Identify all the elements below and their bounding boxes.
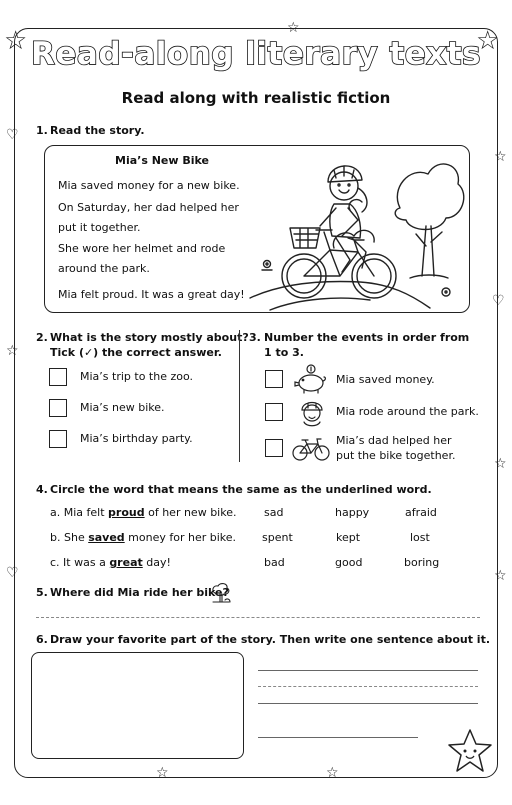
q2-prompt-line: What is the story mostly about?: [50, 331, 249, 344]
q3-prompt-line: Number the events in order from: [264, 331, 470, 344]
star-icon: ☆: [326, 765, 339, 781]
star-icon: ☆: [4, 26, 28, 56]
story-line: around the park.: [58, 262, 150, 275]
story-line: She wore her helmet and rode: [58, 242, 226, 255]
q2-option-label: Mia’s new bike.: [80, 401, 165, 414]
q3-order-box[interactable]: [265, 439, 283, 457]
heart-icon: ♡: [6, 127, 19, 143]
heart-icon: ♡: [6, 565, 19, 581]
star-icon: ☆: [476, 26, 500, 56]
writing-line[interactable]: [258, 686, 478, 687]
q4-sentence-text: day!: [142, 556, 171, 569]
q2-prompt-line: Tick (✓) the correct answer.: [50, 346, 222, 359]
q4-choice[interactable]: good: [335, 556, 363, 569]
q4-sentence: [50, 531, 236, 545]
answer-line[interactable]: [36, 617, 480, 618]
piggy-bank-icon: [294, 364, 328, 394]
q2-option-checkbox[interactable]: [49, 399, 67, 417]
smiling-star-icon: [446, 728, 494, 774]
q4-choice[interactable]: boring: [404, 556, 440, 569]
star-icon: ☆: [494, 149, 507, 165]
q4-sentence: [50, 556, 171, 570]
q4-sentence-text: It was a: [63, 556, 110, 569]
star-icon: ☆: [6, 343, 19, 359]
q4-sentence-text: Mia felt: [63, 506, 109, 519]
story-line: Mia saved money for a new bike.: [58, 179, 240, 192]
q1-prompt: Read the story.: [50, 124, 145, 137]
star-icon: ☆: [494, 456, 507, 472]
q4-choice[interactable]: lost: [410, 531, 430, 544]
story-title: Mia’s New Bike: [115, 154, 209, 167]
girl-riding-bike-illustration: [250, 148, 468, 310]
q3-event-label: Mia saved money.: [336, 373, 435, 386]
q4-choice[interactable]: spent: [262, 531, 293, 544]
q3-number: 3.: [249, 331, 261, 344]
q4-choice[interactable]: sad: [264, 506, 284, 519]
q4-prompt: Circle the word that means the same as the underlined word.: [50, 483, 432, 496]
q2-option-checkbox[interactable]: [49, 368, 67, 386]
column-divider: [239, 330, 240, 462]
story-line: On Saturday, her dad helped her: [58, 201, 239, 214]
q6-prompt: Draw your favorite part of the story. Then write one sentence about it.: [50, 633, 490, 646]
q2-number: 2.: [36, 331, 48, 344]
q4-sentence: [50, 506, 236, 520]
q3-order-box[interactable]: [265, 403, 283, 421]
q4-choice[interactable]: bad: [264, 556, 285, 569]
q4-choice[interactable]: happy: [335, 506, 370, 519]
q6-number: 6.: [36, 633, 48, 646]
q4-choice[interactable]: kept: [336, 531, 361, 544]
bicycle-icon: [292, 436, 330, 462]
q4-number: 4.: [36, 483, 48, 496]
page-subtitle: Read along with realistic fiction: [121, 89, 391, 107]
q4-row-letter: a.: [50, 506, 61, 519]
q1-number: 1.: [36, 124, 48, 137]
girl-helmet-icon: [298, 398, 326, 428]
underlined-word: saved: [88, 531, 125, 544]
star-icon: ☆: [156, 765, 169, 781]
q3-event-label: Mia rode around the park.: [336, 405, 479, 418]
q5-number: 5.: [36, 586, 48, 599]
q2-option-label: Mia’s birthday party.: [80, 432, 193, 445]
star-icon: ☆: [287, 20, 300, 36]
heart-icon: ♡: [492, 293, 505, 309]
writing-line[interactable]: [258, 703, 478, 704]
q3-event-label: Mia’s dad helped her: [336, 434, 452, 447]
underlined-word: proud: [108, 506, 145, 519]
q4-sentence-text: of her new bike.: [144, 506, 237, 519]
q4-row-letter: b.: [50, 531, 61, 544]
page-title: Read-along literary texts: [31, 36, 481, 72]
q5-prompt: Where did Mia ride her bike?: [50, 586, 229, 599]
story-line: put it together.: [58, 221, 141, 234]
underlined-word: great: [109, 556, 143, 569]
q3-order-box[interactable]: [265, 370, 283, 388]
q3-prompt-line: 1 to 3.: [264, 346, 304, 359]
q2-option-label: Mia’s trip to the zoo.: [80, 370, 194, 383]
tree-icon: [209, 582, 233, 606]
q4-row-letter: c.: [50, 556, 60, 569]
story-line: Mia felt proud. It was a great day!: [58, 288, 245, 301]
star-icon: ☆: [494, 568, 507, 584]
q4-sentence-text: She: [63, 531, 89, 544]
drawing-box[interactable]: [31, 652, 244, 759]
q4-choice[interactable]: afraid: [405, 506, 437, 519]
writing-line[interactable]: [258, 737, 418, 738]
q3-event-label: put the bike together.: [336, 449, 456, 462]
q2-option-checkbox[interactable]: [49, 430, 67, 448]
q4-sentence-text: money for her bike.: [124, 531, 237, 544]
writing-line[interactable]: [258, 670, 478, 671]
